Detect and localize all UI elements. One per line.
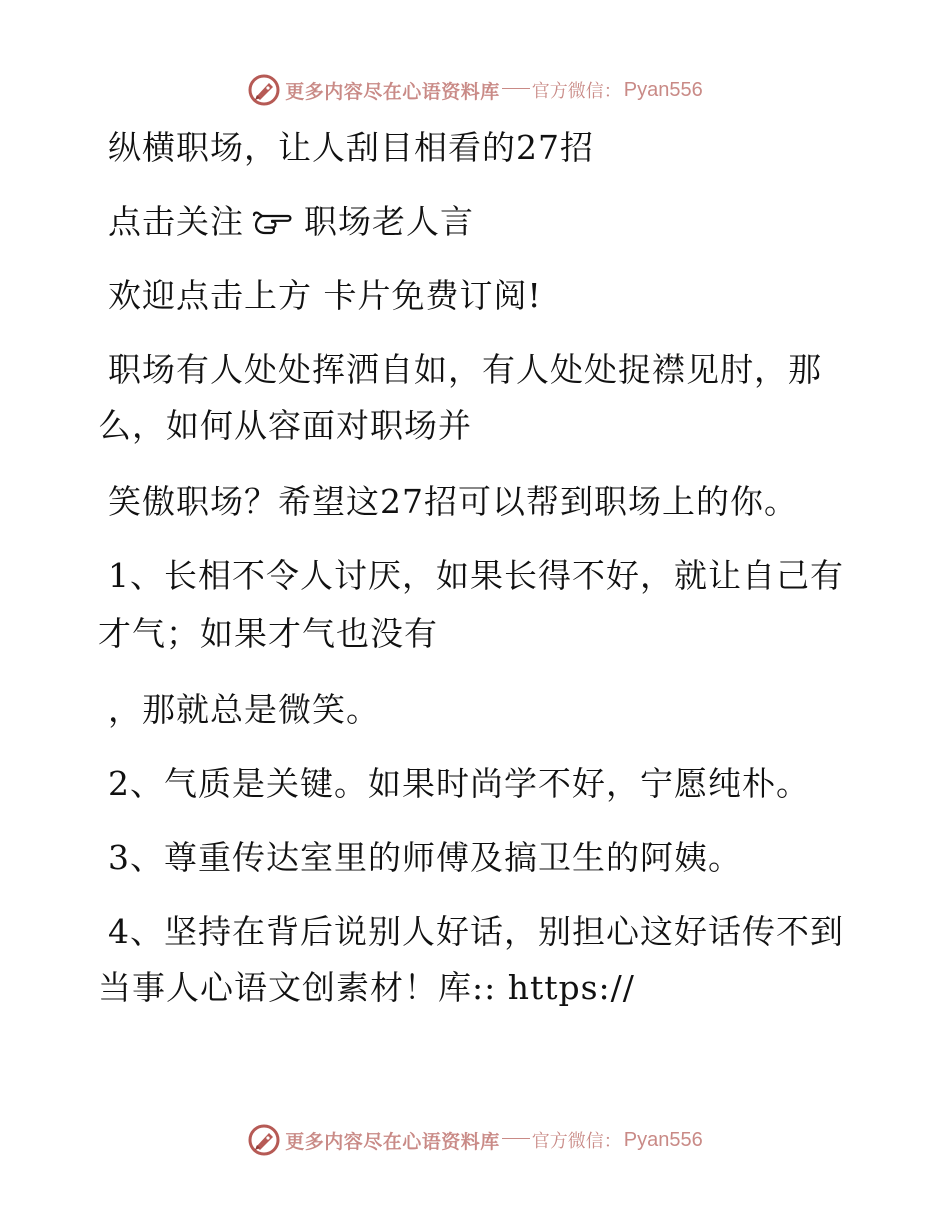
document-title: 纵横职场，让人刮目相看的27招 [108, 128, 594, 167]
follow-text: 点击关注 [108, 202, 244, 241]
paragraph-line: 4、坚持在背后说别人好话，别担心这好话传不到 [108, 912, 844, 951]
paragraph-line: 当事人心语文创素材！库:: https:// [98, 968, 635, 1007]
watermark-wechat-id: Pyan556 [623, 1128, 703, 1151]
watermark-official-label: 官方微信： [531, 1131, 622, 1152]
watermark-wechat-id: Pyan556 [623, 78, 703, 101]
watermark-site-text: 更多内容尽在心语资料库 [285, 80, 500, 103]
paragraph-line: 3、尊重传达室里的师傅及搞卫生的阿姨。 [108, 838, 742, 877]
follow-line [108, 202, 474, 242]
footer-watermark [0, 1120, 950, 1160]
watermark-site-text: 更多内容尽在心语资料库 [285, 1130, 500, 1153]
account-name: 职场老人言 [304, 202, 474, 241]
paragraph-line: ，那就总是微笑。 [108, 690, 380, 729]
paragraph-line: 么，如何从容面对职场并 [98, 406, 472, 445]
paragraph-line: 2、气质是关键。如果时尚学不好，宁愿纯朴。 [108, 764, 810, 803]
paragraph-line: 笑傲职场？希望这27招可以帮到职场上的你。 [108, 482, 798, 521]
hand-pointing-right-icon [250, 206, 294, 236]
paragraph-line: 职场有人处处挥洒自如，有人处处捉襟见肘，那 [108, 350, 822, 389]
subscribe-line: 欢迎点击上方 卡片免费订阅! [108, 276, 542, 315]
watermark-dash [502, 1138, 530, 1139]
paragraph-line: 1、长相不令人讨厌，如果长得不好，就让自己有 [108, 556, 844, 595]
pen-nib-logo-icon [247, 1123, 281, 1157]
paragraph-line: 才气；如果才气也没有 [98, 614, 438, 653]
watermark-official-label: 官方微信： [531, 81, 622, 102]
